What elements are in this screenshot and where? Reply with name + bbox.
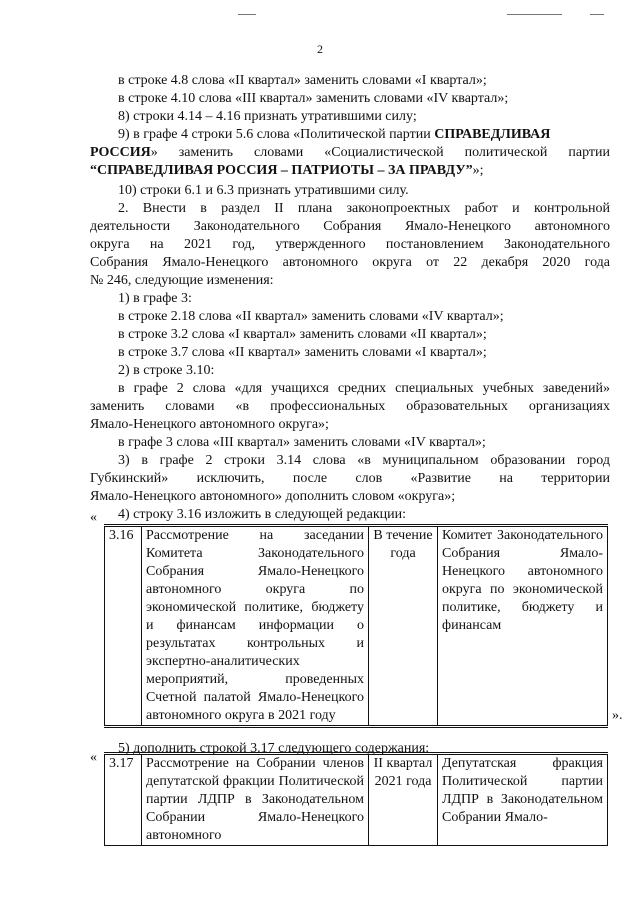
page-number: 2 xyxy=(317,42,323,56)
text-run-bold: СПРАВЕДЛИВАЯ xyxy=(434,127,551,142)
text-run-bold: РОССИЯ xyxy=(90,145,151,160)
text-line: 1) в графе 3: xyxy=(118,291,192,306)
text-line: № 246, следующие изменения: xyxy=(90,273,274,288)
plan-table-row-3-17 xyxy=(104,752,608,846)
opening-quote: « xyxy=(90,510,97,525)
text-line: Собрания Ямало-Ненецкого автономного округа от 22 декабря 2020 года xyxy=(90,255,610,270)
text-line: Губкинский» исключить, после слов «Развитие на территории xyxy=(90,471,610,486)
text-line: 3) в графе 2 строки 3.14 слова «в муниципальном образовании город xyxy=(118,453,610,468)
text-line: в строке 4.8 слова «II квартал» заменить словами «I квартал»; xyxy=(118,73,487,88)
text-line xyxy=(118,126,610,144)
text-line: Ямало-Ненецкого автономного» дополнить словом «округа»; xyxy=(90,489,456,504)
text-line: заменить словами «в профессиональных образовательных организациях xyxy=(90,399,610,414)
text-line: в строке 4.10 слова «III квартал» заменить словами «IV квартал»; xyxy=(118,91,509,106)
text-run: 9) в графе 4 строки 5.6 слова «Политической партии xyxy=(118,127,435,142)
text-line xyxy=(90,144,610,162)
text-line: Ямало-Ненецкого автономного округа»; xyxy=(90,417,329,432)
text-line: 5) дополнить строкой 3.17 следующего содержания: xyxy=(118,741,430,756)
text-line: округа на 2021 год, утвержденного постановлением Законодательного xyxy=(90,237,610,252)
text-line: в строке 2.18 слова «II квартал» заменить словами «IV квартал»; xyxy=(118,309,504,324)
text-line: 8) строки 4.14 – 4.16 признать утратившими силу; xyxy=(118,109,417,124)
period-cell: В течение года xyxy=(369,526,438,727)
responsible-cell: Комитет Законодательного Собрания Ямало-Ненецкого автономного округа по экономической политике, бюджету и финансам xyxy=(438,526,608,727)
text-line: 10) строки 6.1 и 6.3 признать утратившими силу. xyxy=(118,183,409,198)
row-number-cell: 3.16 xyxy=(105,526,142,727)
text-line: 2. Внести в раздел II плана законопроектных работ и контрольной xyxy=(118,201,610,216)
scan-mark xyxy=(507,14,562,15)
plan-table-row-3-16 xyxy=(104,524,608,728)
opening-quote: « xyxy=(90,750,97,765)
closing-quote: ». xyxy=(612,708,623,723)
text-line: в строке 3.7 слова «II квартал» заменить словами «I квартал»; xyxy=(118,345,487,360)
text-line: в строке 3.2 слова «I квартал» заменить словами «II квартал»; xyxy=(118,327,487,342)
text-line: в графе 3 слова «III квартал» заменить словами «IV квартал»; xyxy=(118,435,486,450)
text-line: в графе 2 слова «для учащихся средних специальных учебных заведений» xyxy=(118,381,610,396)
row-number-cell: 3.17 xyxy=(105,754,142,846)
text-line: 4) строку 3.16 изложить в следующей редакции: xyxy=(118,507,407,522)
text-run: »; xyxy=(472,163,484,178)
responsible-cell: Депутатская фракция Политической партии ЛДПР в Законодательном Собрании Ямало- xyxy=(438,754,608,846)
text-run: » заменить словами «Социалистической политической партии xyxy=(150,145,610,160)
text-line: 2) в строке 3.10: xyxy=(118,363,215,378)
scan-mark xyxy=(238,14,256,15)
description-cell: Рассмотрение на заседании Комитета Законодательного Собрания Ямало-Ненецкого автономного округа по экономической политике, бюджету и финансам информации о результатах контрольных и экспертно-аналитических мероприятий, проведенных Счетной палатой Ямало-Ненецкого автономного округа в 2021 году xyxy=(142,526,369,727)
text-line: деятельности Законодательного Собрания Ямало-Ненецкого автономного xyxy=(90,219,610,234)
text-line xyxy=(90,162,610,180)
scan-mark xyxy=(590,14,604,15)
text-run-bold: “СПРАВЕДЛИВАЯ РОССИЯ – ПАТРИОТЫ – ЗА ПРАВДУ” xyxy=(90,163,473,178)
description-cell: Рассмотрение на Собрании членов депутатской фракции Политической партии ЛДПР в Законодательном Собрании Ямало-Ненецкого автономного xyxy=(142,754,369,846)
period-cell: II квартал 2021 года xyxy=(369,754,438,846)
